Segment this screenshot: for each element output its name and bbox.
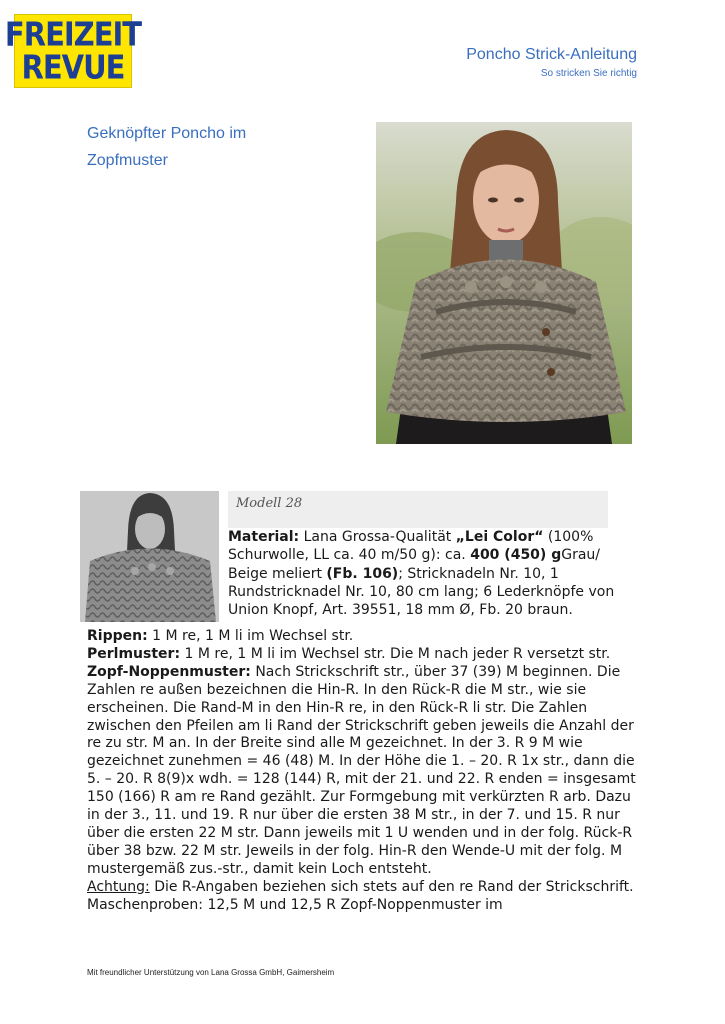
poncho-model-photo bbox=[376, 122, 632, 444]
material-text-2: (100% Schurwolle, LL ca. 40 m/50 g): ca. bbox=[228, 529, 594, 564]
logo-line-1: FREIZEIT bbox=[4, 14, 142, 54]
cable-paragraph bbox=[87, 664, 642, 879]
material-text-4: ; Stricknadeln Nr. 10, 1 Rundstricknadel Nr. 10, 80 cm lang; 6 Lederknöpfe von Union Knopf, Art. 39551, 18 mm Ø, Fb. 20 braun. bbox=[228, 565, 615, 619]
seed-paragraph bbox=[87, 646, 642, 664]
note-text: Die R-Angaben beziehen sich stets auf den re Rand der Strickschrift. Maschenproben: 12,5 M und 12,5 R Zopf-Noppenmuster im bbox=[87, 878, 634, 913]
note-paragraph bbox=[87, 879, 642, 915]
cable-heading: Zopf-Noppenmuster: bbox=[87, 663, 251, 680]
logo-line-2: REVUE bbox=[21, 47, 125, 87]
document-title bbox=[87, 120, 327, 174]
instructions-body bbox=[87, 628, 642, 915]
poncho-model-thumbnail bbox=[80, 491, 219, 622]
freizeit-revue-logo bbox=[4, 14, 142, 88]
material-text-1: Lana Grossa-Qualität bbox=[299, 529, 456, 545]
yarn-amount: 400 (450) g bbox=[470, 547, 562, 564]
seed-text: 1 M re, 1 M li im Wechsel str. Die M nach jeder R versetzt str. bbox=[180, 645, 611, 662]
seed-heading: Perlmuster: bbox=[87, 645, 181, 662]
header-subtitle: So stricken Sie richtig bbox=[540, 68, 637, 79]
cable-text: Nach Strickschrift str., über 37 (39) M beginnen. Die Zahlen re außen bezeichnen die Hin-R. In den Rück-R die M str., wie sie erscheinen. Die Rand-M in den Hin-R re, in den Rück-R li str. Die Zahlen zwischen den Pfeilen am li Rand der Strickschrift geben jeweils die Anzahl der re zu str. M an. In der Breite sind alle M gezeichnet. In der 3. R 9 M wie gezeichnet zunehmen = 46 (48) M. In der Höhe die 1. – 20. R 1x str., dann die 5. – 20. R 8(9)x wdh. = 128 (144) R, mit der 21. und 22. R enden = insgesamt 150 (166) R am re Rand gezählt. Zur Formgebung mit verkürzten R arb. Dazu in der 3., 11. und 19. R nur über die ersten 38 M str., in der 7. und 15. R nur über die ersten 22 M str. Dann jeweils mit 1 U wenden und in der folg. Rück-R über 38 bzw. 22 M str. Jeweils in der folg. Hin-R den Wende-U mit der folg. M mustergemäß zus.-str., damit kein Loch entsteht. bbox=[87, 663, 636, 877]
document-title-line-2: Zopfmuster bbox=[87, 152, 168, 169]
model-label: Modell 28 bbox=[236, 496, 303, 511]
yarn-color: (Fb. 106) bbox=[326, 565, 399, 582]
material-text-3: Grau/ Beige meliert bbox=[228, 547, 600, 582]
header-title: Poncho Strick-Anleitung bbox=[466, 46, 637, 63]
material-heading: Material: bbox=[228, 529, 300, 545]
ribs-text: 1 M re, 1 M li im Wechsel str. bbox=[147, 628, 354, 644]
document-title-line-1: Geknöpfter Poncho im bbox=[87, 125, 247, 142]
yarn-name: „Lei Color“ bbox=[455, 529, 544, 545]
ribs-heading: Rippen: bbox=[87, 628, 148, 644]
material-paragraph bbox=[228, 528, 620, 619]
footer-credit: Mit freundlicher Unterstützung von Lana Grossa GmbH, Gaimersheim bbox=[87, 968, 335, 977]
note-heading: Achtung: bbox=[87, 878, 150, 895]
model-label-box bbox=[228, 491, 608, 528]
ribs-paragraph bbox=[87, 628, 642, 646]
